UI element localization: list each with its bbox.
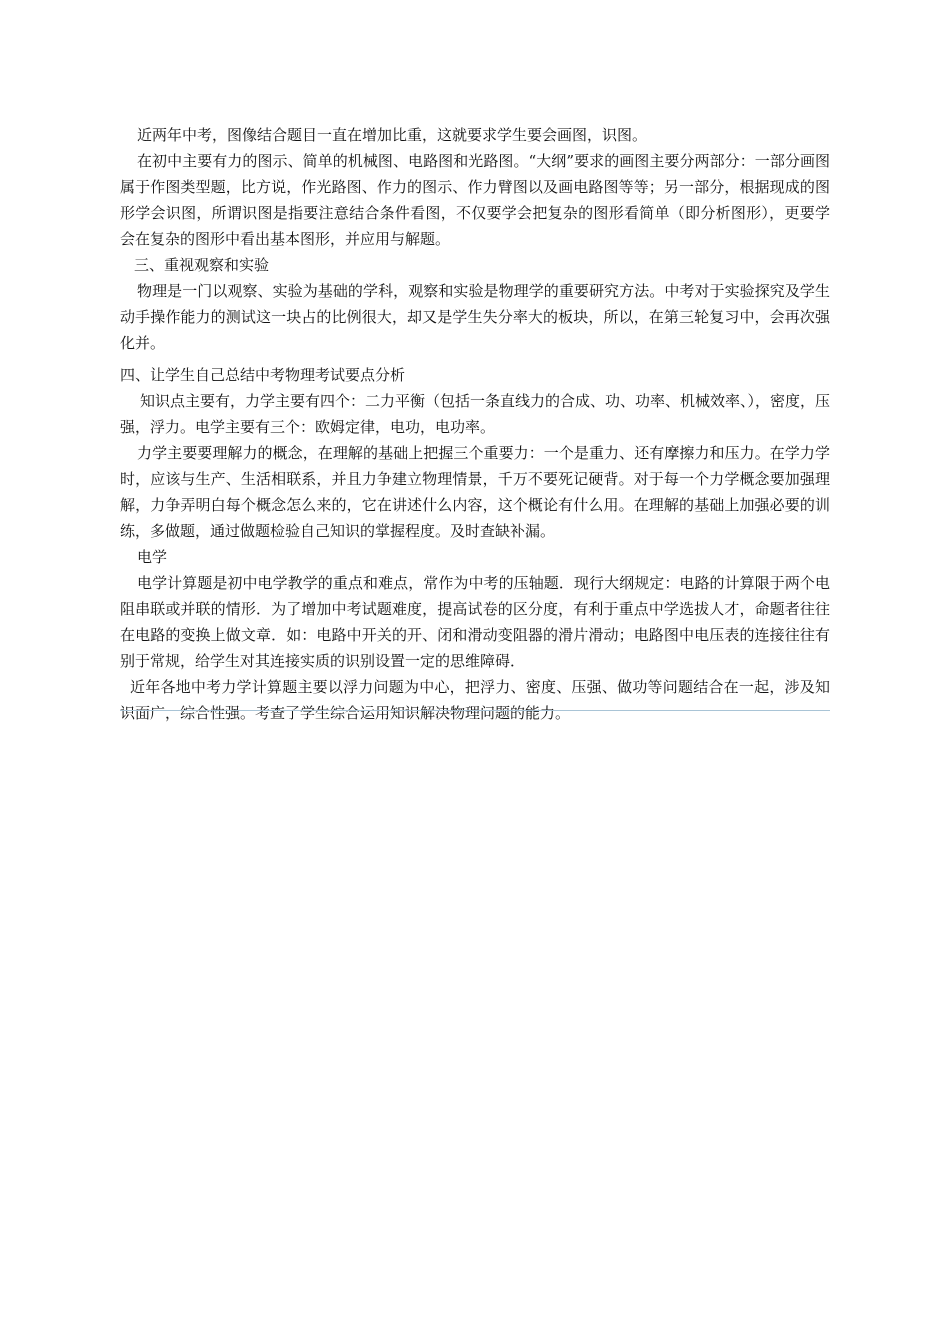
paragraph-experiment: 物理是一门以观察、实验为基础的学科，观察和实验是物理学的重要研究方法。中考对于实验探究及学生动手操作能力的测试这一块占的比例很大，却又是学生失分率大的板块，所以，在第三轮复习中，会再次强化并。 — [120, 282, 830, 352]
paragraph-electricity: 电学计算题是初中电学教学的重点和难点，常作为中考的压轴题．现行大纲规定：电路的计算限于两个电阻串联或并联的情形．为了增加中考试题难度，提高试卷的区分度，有利于重点中学选拔人才，命题者往往在电路的变换上做文章．如：电路中开关的开、闭和滑动变阻器的滑片滑动；电路图中电压表的连接往往有别于常规，给学生对其连接实质的识别设置一定的思维障碍． — [120, 574, 830, 670]
paragraph-intro: 近两年中考，图像结合题目一直在增加比重，这就要求学生要会画图，识图。 — [137, 126, 648, 144]
section-heading-experiment: 三、重视观察和实验 — [134, 256, 270, 274]
paragraph-drawing: 在初中主要有力的图示、简单的机械图、电路图和光路图。“大纲”要求的画图主要分两部分：一部分画图属于作图类型题，比方说，作光路图、作力的图示、作力臂图以及画电路图等等；另一部分，根据现成的图形学会识图，所谓识图是指要注意结合条件看图，不仅要学会把复杂的图形看简单（即分析图形），更要学会在复杂的图形中看出基本图形，并应用与解题。 — [120, 152, 830, 248]
section-heading-summary: 四、让学生自己总结中考物理考试要点分析 — [120, 366, 406, 384]
document-body — [120, 122, 830, 726]
paragraph-mechanics: 力学主要要理解力的概念，在理解的基础上把握三个重要力：一个是重力、还有摩擦力和压力。在学力学时，应该与生产、生活相联系，并且力争建立物理情景，千万不要死记硬背。对于每一个力学概念要加强理解，力争弄明白每个概念怎么来的，它在讲述什么内容，这个概论有什么用。在理解的基础上加强必要的训练，多做题，通过做题检验自己知识的掌握程度。及时查缺补漏。 — [120, 444, 830, 540]
paragraph-buoyancy: 近年各地中考力学计算题主要以浮力问题为中心，把浮力、密度、压强、做功等问题结合在一起，涉及知识面广，综合性强。考查了学生综合运用知识解决物理问题的能力。 — [120, 678, 830, 722]
divider-line — [120, 710, 830, 711]
paragraph-knowledge-points: 知识点主要有，力学主要有四个：二力平衡（包括一条直线力的合成、功、功率、机械效率、），密度，压强，浮力。电学主要有三个：欧姆定律，电功，电功率。 — [120, 392, 831, 436]
section-heading-electricity: 电学 — [137, 548, 168, 566]
